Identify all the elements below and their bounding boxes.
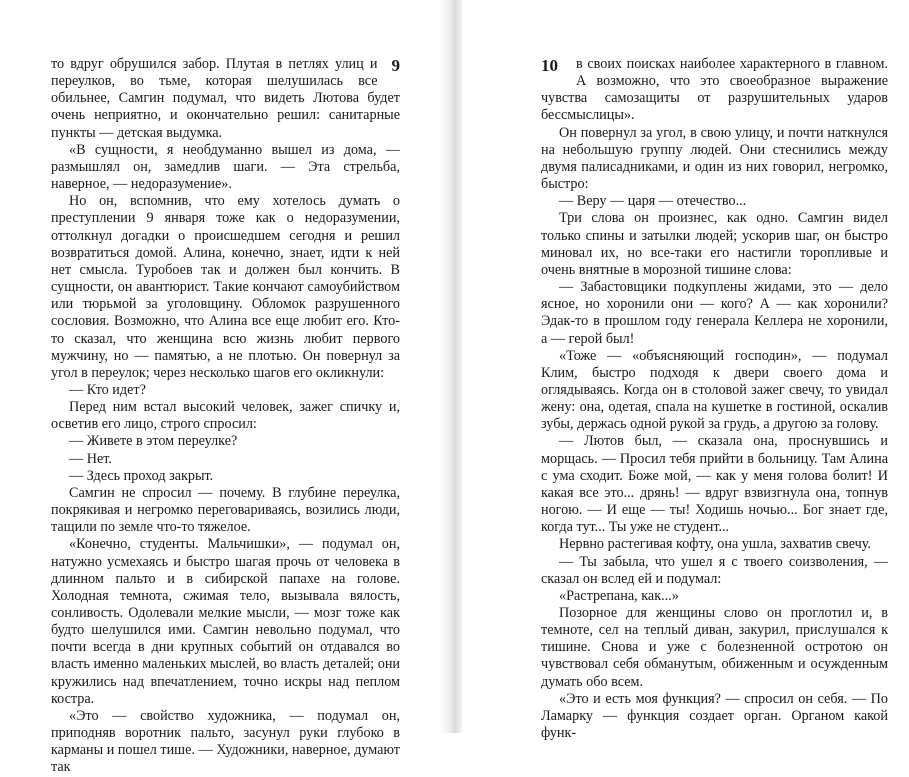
paragraph: то вдруг обрушился забор. Плутая в петлях улиц и переулков, во тьме, которая шелушилась все обильнее, Самгин подумал, что видеть Лютова будет очень неприятно, и окончательно решил: санитарные пункты — детская выдумка. [51,56,400,141]
dialogue-line: — Ты забыла, что ушел я с твоего соизволения, — сказал он вслед ей и подумал: [541,553,888,587]
paragraph: Самгин не спросил — почему. В глубине переулка, покрякивая и негромко переговариваясь, возились люди, тащили по земле что-то тяжелое. [51,484,400,536]
left-page-text [51,56,400,777]
paragraph: «Тоже — «объясняющий господин», — подумал Клим, быстро подходя к двери своего дома и оглядываясь. Когда он в столовой зажег свечу, то увидал жену: она, одетая, спала на кушетке в гостиной, оскалив зубы, держась одной рукой за грудь, а другою за голову. [541,347,888,433]
dialogue-line: — Забастовщики подкуплены жидами, это — дело ясное, но хоронили они — кого? А — как хоронили? Эдак-то в прошлом году генерала Келлера не хоронили, а — герой был! [541,279,888,347]
paragraph: Перед ним встал высокий человек, зажег спичку и, осветив его лицо, строго спросил: [51,399,400,433]
paragraph: Нервно растегивая кофту, она ушла, захватив свечу. [559,536,871,553]
dialogue-line: — Живете в этом переулке? [69,433,238,450]
paragraph: «Растрепана, как...» [559,587,679,604]
paragraph: в своих поисках наиболее характерного в главном. А возможно, что это своеобразное выражение чувства самозащиты от разрушительных ударов бессмыслицы». [541,56,888,124]
paragraph: Позорное для женщины слово он проглотил и, в темноте, сел на теплый диван, закурил, прислушался к тишине. Снова и уже с болезненной остротою он чувствовал себя обманутым, обиженным и осужденным думать обо всем. [541,605,888,690]
paragraph: Три слова он произнес, как одно. Самгин видел только спины и затылки людей; ускорив шаг, он быстро миновал их, но все-таки его настигли торопливые и очень внятные в морозной тишине слова: [541,210,888,278]
paragraph: Он повернул за угол, в свою улицу, и почти наткнулся на небольшую группу людей. Они стеснились между двумя палисадниками, и один из них говорил, негромко, быстро: [541,124,888,193]
paragraph: «Это и есть моя функция? — спросил он себя. — По Ламарку — функция создает орган. Органом какой функ- [541,690,888,742]
paragraph: Но он, вспомнив, что ему хотелось думать о преступлении 9 января тоже как о недоразумении, оттолкнул догадки о происшедшем сегодня и решил возвратиться домой. Алина, конечно, знает, идти к ней нет смысла. Туробоев так и должен был кончить. В сущности, он авантюрист. Такие кончают самоубийством или тюрьмой за уголовщину. Обломок разрушенного сословия. Возможно, что Алина все еще любит его. Кто-то сказал, что женщина всю жизнь любит первого мужчину, но — памятью, а не плотью. Он повернул за угол в переулок; через несколько шагов его окликнули: [51,193,400,381]
left-page [0,0,448,776]
dialogue-line: — Веру — царя — отечество... [559,193,747,210]
dialogue-line: — Лютов был, — сказала она, проснувшись и морщась. — Просил тебя прийти в больницу. Там Алина с ума сходит. Боже мой, — как у меня голова болит! И какая все это... дрянь! — вдруг взвизгнула она, топнув ногою. — И еще — ты! Ходишь ночью... Бог знает где, когда тут... Ты уже не студент... [541,433,888,536]
right-page-text [541,56,888,742]
dialogue-line: — Здесь проход закрыт. [69,467,214,484]
paragraph: «В сущности, я необдуманно вышел из дома, — размышлял он, замедлив шаги. — Эта стрельба, наверное, — недоразумение». [51,141,400,193]
paragraph: «Конечно, студенты. Мальчишки», — подумал он, натужно усмехаясь и быстро шагая прочь от человека в длинном пальто и в сибирской папахе на голове. Холодная темнота, сжимая тело, вызывала вялость, сонливость. Одолевали мелкие мысли, — мозг тоже как будто шелушился ими. Самгин невольно подумал, что почти всегда в дни крупных событий он отдавался во власть именно маленьких мыслей, во власть деталей; они кружились над впечатлением, точно искры над пеплом костра. [51,536,400,707]
right-page [462,0,909,742]
dialogue-line: — Нет. [69,450,112,467]
page-number-left: 9 [391,56,400,75]
page-number-right: 10 [541,56,558,75]
dialogue-line: — Кто идет? [69,381,146,398]
paragraph: «Это — свойство художника, — подумал он, приподняв воротник пальто, засунул руки глубоко в карманы и пошел тише. — Художники, наверное, думают так [51,707,401,776]
